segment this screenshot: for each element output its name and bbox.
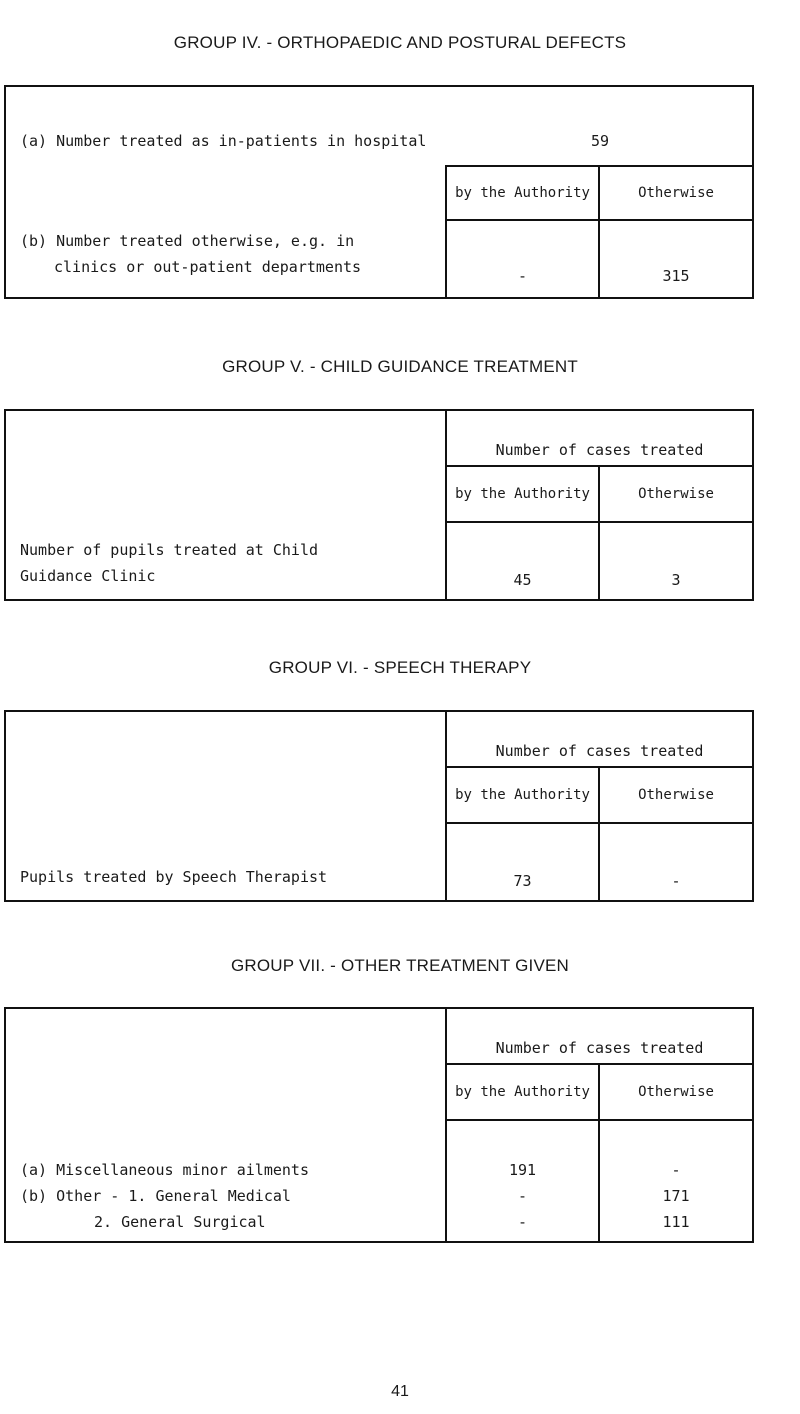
group5-authority: 45 [446, 522, 599, 600]
group7-header: Number of cases treated [446, 1008, 753, 1064]
group7-row-b-authority: - [517, 1187, 528, 1205]
group5-table [4, 409, 754, 601]
group7-authority-cell [446, 1120, 599, 1242]
page-number: 41 [391, 1383, 409, 1400]
group6-col-authority: by the Authority [446, 767, 599, 823]
group5-label-line1: Number of pupils treated at Child [20, 541, 319, 559]
group5-title: GROUP V. - CHILD GUIDANCE TREATMENT [222, 357, 578, 376]
group7-row-a-otherwise: - [671, 1161, 681, 1179]
group7-label-cell [5, 1008, 446, 1242]
group4-col-authority: by the Authority [446, 166, 599, 220]
group4-row-b-label-cell [5, 166, 446, 298]
group4-row-a-label-cell [5, 86, 446, 166]
group4-row-b-label-line2: clinics or out-patient departments [54, 258, 362, 276]
group4-row-a-label: (a) Number treated as in-patients in hospital [20, 132, 427, 150]
group6-title: GROUP VI. - SPEECH THERAPY [268, 658, 532, 677]
group6-header: Number of cases treated [446, 711, 753, 767]
group4-row-b-label-line1: (b) Number treated otherwise, e.g. in [20, 232, 355, 250]
group4-col-otherwise: Otherwise [599, 166, 753, 220]
group4-row-b-otherwise: 315 [599, 220, 753, 298]
group7-row-c-label: 2. General Surgical [94, 1213, 266, 1231]
group7-row-c-authority: - [517, 1213, 528, 1231]
group7-table [4, 1007, 754, 1243]
group5-col-authority: by the Authority [446, 466, 599, 522]
group6-otherwise: - [599, 823, 753, 901]
group6-authority: 73 [446, 823, 599, 901]
group5-col-otherwise: Otherwise [599, 466, 753, 522]
group5-header: Number of cases treated [446, 410, 753, 466]
group6-col-otherwise: Otherwise [599, 767, 753, 823]
group5-otherwise: 3 [599, 522, 753, 600]
group4-row-a-value: 59 [591, 132, 610, 150]
group6-table [4, 710, 754, 902]
group4-title: GROUP IV. - ORTHOPAEDIC AND POSTURAL DEFECTS [173, 33, 627, 52]
group4-row-a-value-cell [446, 86, 753, 166]
group6-label: Pupils treated by Speech Therapist [20, 868, 328, 886]
group7-row-a-authority: 191 [508, 1161, 537, 1179]
group7-row-b-otherwise: 171 [662, 1187, 690, 1205]
group4-table [4, 85, 754, 299]
group7-otherwise-cell [599, 1120, 753, 1242]
group7-col-authority: by the Authority [446, 1064, 599, 1120]
group4-row-b-authority: - [446, 220, 599, 298]
group5-label-line2: Guidance Clinic [20, 567, 156, 585]
group7-col-otherwise: Otherwise [599, 1064, 753, 1120]
group6-label-cell [5, 711, 446, 901]
group5-label-cell [5, 410, 446, 600]
group7-title: GROUP VII. - OTHER TREATMENT GIVEN [230, 956, 570, 975]
group7-row-a-label: (a) Miscellaneous minor ailments [20, 1161, 309, 1179]
group7-row-c-otherwise: 111 [662, 1213, 690, 1231]
group7-row-b-label: (b) Other - 1. General Medical [20, 1187, 291, 1205]
